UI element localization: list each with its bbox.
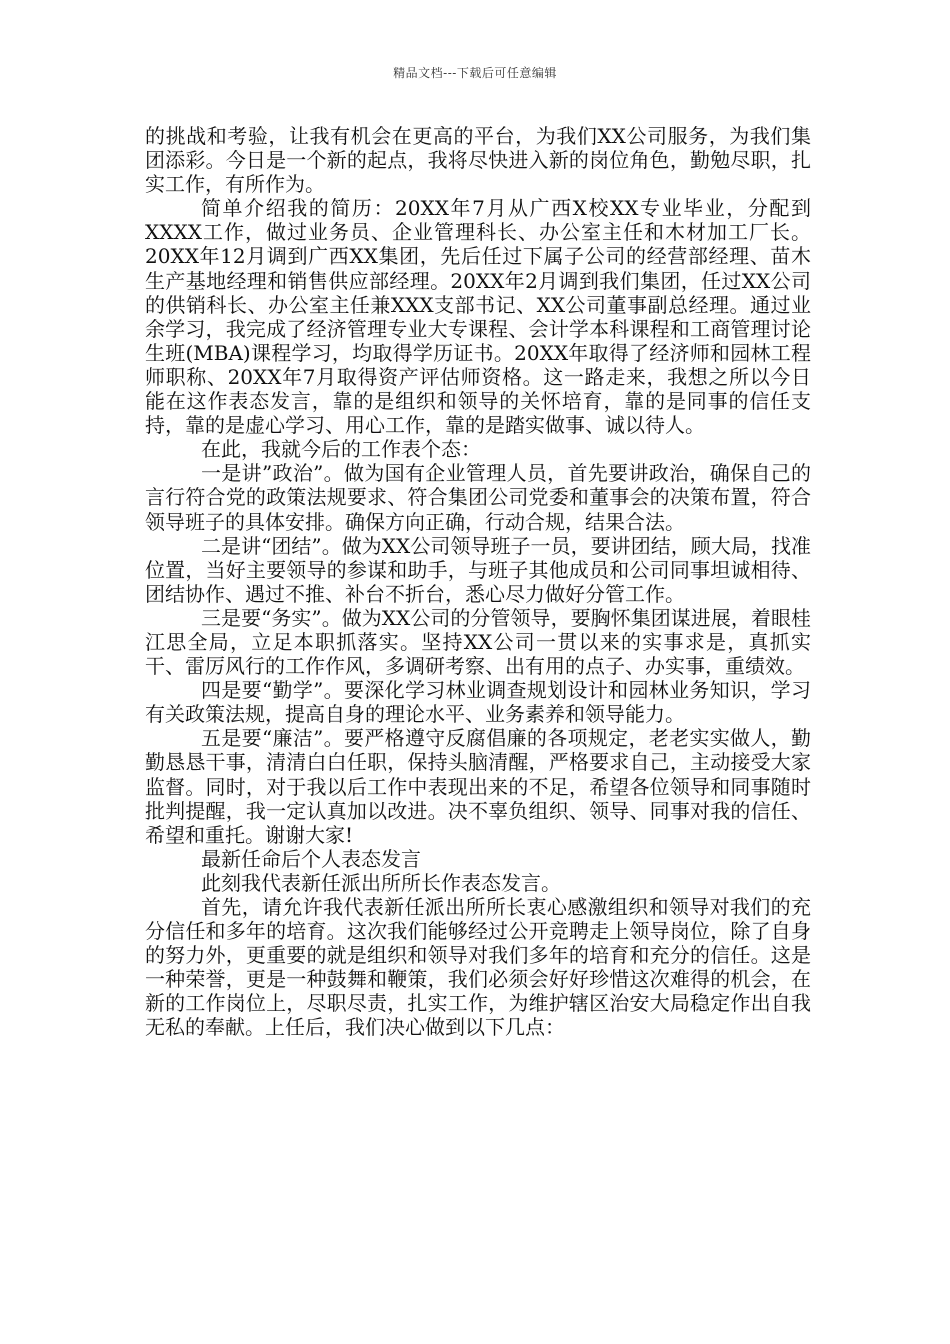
document-body [145,124,811,1040]
paragraph: 的挑战和考验，让我有机会在更高的平台，为我们XX公司服务，为我们集团添彩。今日是一个新的起点，我将尽快进入新的岗位角色，勤勉尽职，扎实工作，有所作为。 [145,124,811,197]
section-title: 最新任命后个人表态发言 [201,846,421,871]
paragraph: 首先，请允许我代表新任派出所所长衷心感激组织和领导对我们的充分信任和多年的培育。这次我们能够经过公开竞聘走上领导岗位，除了自身的努力外，更重要的就是组织和领导对我们多年的培育和充分的信任。这是一种荣誉，更是一种鼓舞和鞭策，我们必须会好好珍惜这次难得的机会，在新的工作岗位上，尽职尽责，扎实工作，为维护辖区治安大局稳定作出自我无私的奉献。上任后，我们决心做到以下几点： [145,895,811,1040]
paragraph: 四是要“勤学”。要深化学习林业调查规划设计和园林业务知识，学习有关政策法规，提高自身的理论水平、业务素养和领导能力。 [145,678,811,727]
paragraph: 三是要“务实”。做为XX公司的分管领导，要胸怀集团谋进展，着眼桂江思全局，立足本职抓落实。坚持XX公司一贯以来的实事求是，真抓实干、雷厉风行的工作作风，多调研考察、出有用的点子、办实事，重绩效。 [145,605,811,679]
paragraph: 一是讲”政治”。做为国有企业管理人员，首先要讲政治，确保自己的言行符合党的政策法规要求、符合集团公司党委和董事会的决策布置，符合领导班子的具体安排。确保方向正确，行动合规，结果合法。 [145,461,811,534]
paragraph: 二是讲“团结”。做为XX公司领导班子一员，要讲团结，顾大局，找准位置，当好主要领导的参谋和助手，与班子其他成员和公司同事坦诚相待、团结协作、遇过不推、补台不折台，悉心尽力做好分管工作。 [145,533,811,606]
paragraph: 此刻我代表新任派出所所长作表态发言。 [201,870,561,895]
paragraph: 简单介绍我的简历：20XX年7月从广西X校XX专业毕业，分配到XXXX工作，做过业务员、企业管理科长、办公室主任和木材加工厂长。20XX年12月调到广西XX集团，先后任过下属子公司的经营部经理、苗木生产基地经理和销售供应部经理。20XX年2月调到我们集团，任过XX公司的供销科长、办公室主任兼XXX支部书记、XX公司董事副总经理。通过业余学习，我完成了经济管理专业大专课程、会计学本科课程和工商管理讨论生班(MBA)课程学习，均取得学历证书。20XX年取得了经济师和园林工程师职称、20XX年7月取得资产评估师资格。这一路走来，我想之所以今日能在这作表态发言，靠的是组织和领导的关怀培育，靠的是同事的信任支持，靠的是虚心学习、用心工作，靠的是踏实做事、诚以待人。 [145,196,811,438]
paragraph: 在此，我就今后的工作表个态： [201,437,481,462]
paragraph: 五是要“廉洁”。要严格遵守反腐倡廉的各项规定，老老实实做人，勤勤恳恳干事，清清白白任职，保持头脑清醒，严格要求自己，主动接受大家监督。同时，对于我以后工作中表现出来的不足，希望各位领导和同事随时批判提醒，我一定认真加以改进。决不辜负组织、领导、同事对我的信任、希望和重托。谢谢大家! [145,726,811,847]
page-header: 精品文档---下载后可任意编辑 [393,66,557,80]
